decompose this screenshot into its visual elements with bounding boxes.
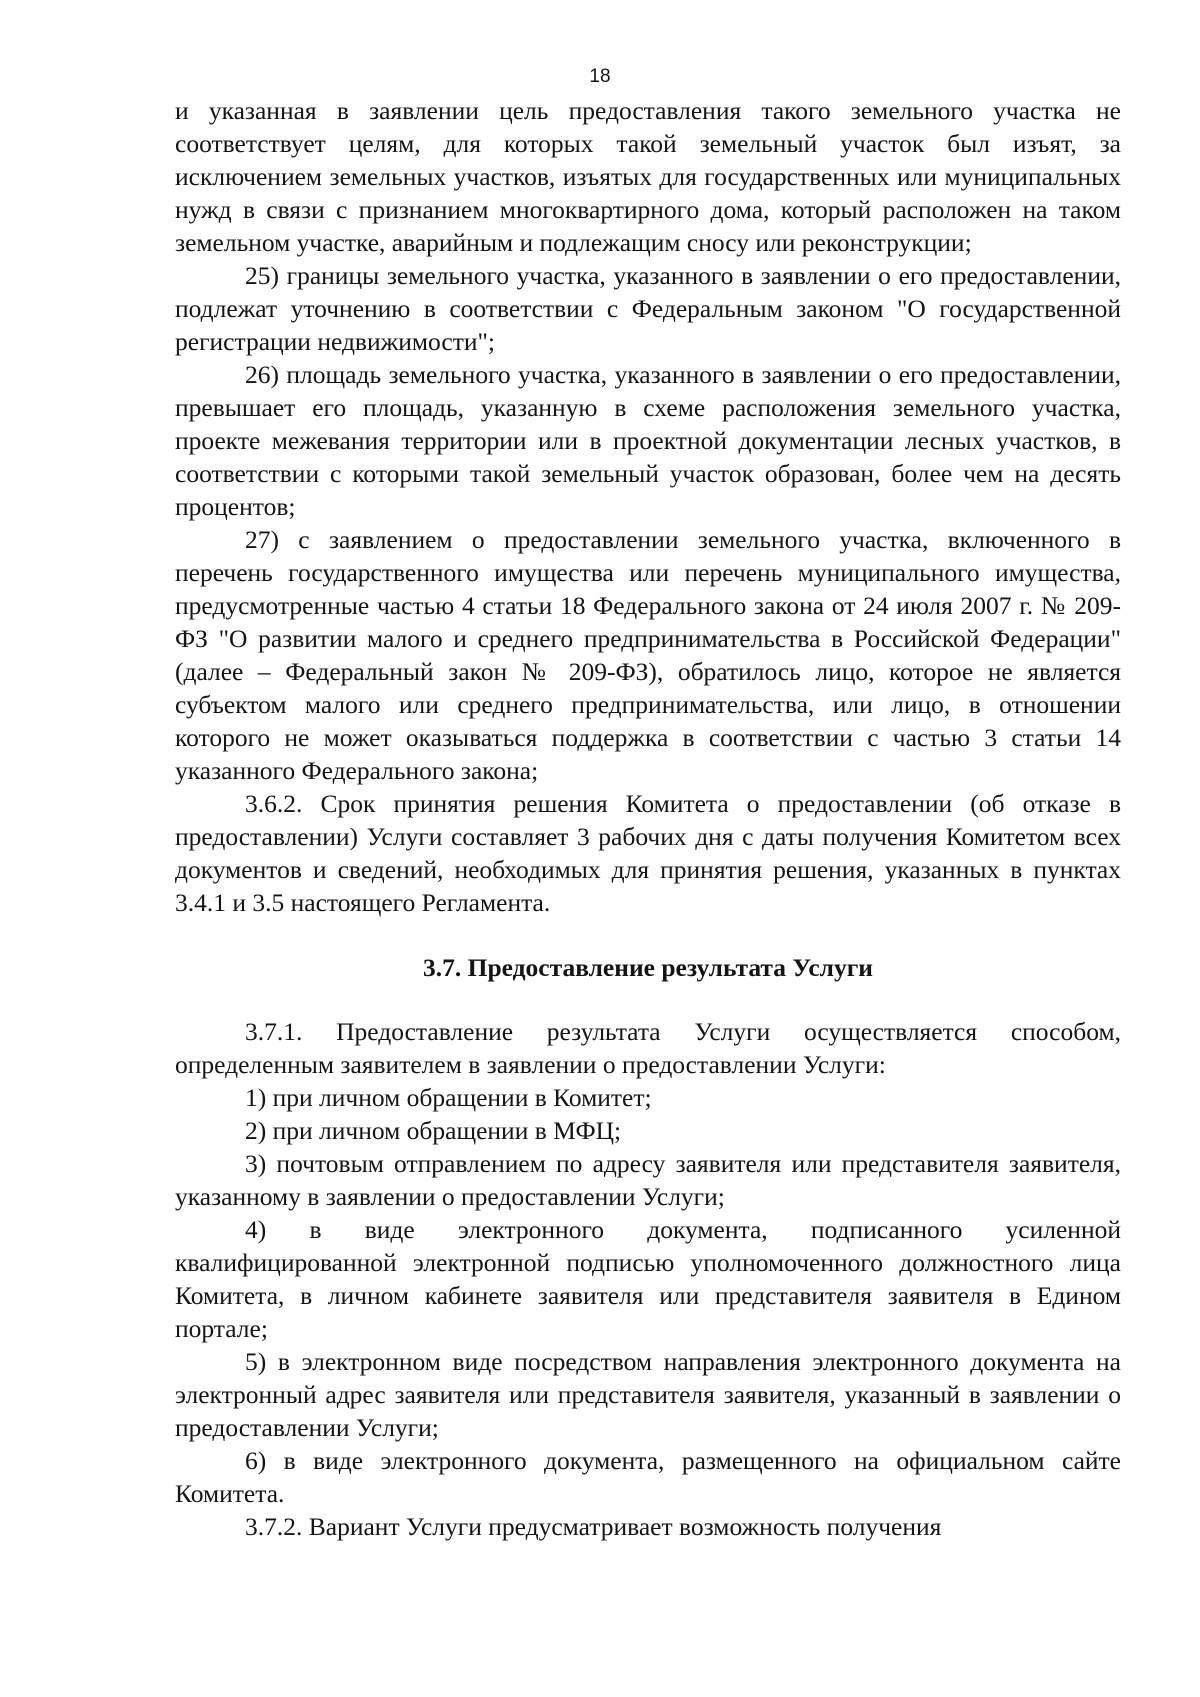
paragraph-item-25: 25) границы земельного участка, указанного в заявлении о его предоставлении, подлежат уточнению в соответствии с Федеральным законом "О государственной регистрации недвижимости"; <box>175 261 1121 356</box>
list-item-2: 2) при личном обращении в МФЦ; <box>245 1116 622 1145</box>
paragraph-item-27: 27) с заявлением о предоставлении земельного участка, включенного в перечень государственного имущества или перечень муниципального имущества, предусмотренные частью 4 статьи 18 Федерального закона от 24 июля 2007 г. № 209-ФЗ "О развитии малого и среднего предпринимательства в Российской Федерации" (далее – Федеральный закон № 209-ФЗ), обратилось лицо, которое не является субъектом малого или среднего предпринимательства, или лицо, в отношении которого не может оказываться поддержка в соответствии с частью 3 статьи 14 указанного Федерального закона; <box>175 525 1121 785</box>
list-item-5: 5) в электронном виде посредством направления электронного документа на электронный адрес заявителя или представителя заявителя, указанный в заявлении о предоставлении Услуги; <box>175 1347 1121 1442</box>
paragraph-3-6-2: 3.6.2. Срок принятия решения Комитета о предоставлении (об отказе в предоставлении) Услуги составляет 3 рабочих дня с даты получения Комитетом всех документов и сведений, необходимых для принятия решения, указанных в пунктах 3.4.1 и 3.5 настоящего Регламента. <box>175 789 1121 917</box>
document-body <box>175 94 1121 1543</box>
list-item-3: 3) почтовым отправлением по адресу заявителя или представителя заявителя, указанному в заявлении о предоставлении Услуги; <box>175 1149 1121 1211</box>
list-item-4: 4) в виде электронного документа, подписанного усиленной квалифицированной электронной подписью уполномоченного должностного лица Комитета, в личном кабинете заявителя или представителя заявителя в Едином портале; <box>175 1215 1121 1343</box>
page-number: 18 <box>589 66 611 87</box>
list-item-1: 1) при личном обращении в Комитет; <box>245 1083 652 1112</box>
list-item-6: 6) в виде электронного документа, размещенного на официальном сайте Комитета. <box>175 1446 1121 1508</box>
paragraph-continuation: и указанная в заявлении цель предоставления такого земельного участка не соответствует целям, для которых такой земельный участок был изъят, за исключением земельных участков, изъятых для государственных или муниципальных нужд в связи с признанием многоквартирного дома, который расположен на таком земельном участке, аварийным и подлежащим сносу или реконструкции; <box>175 96 1121 257</box>
section-heading: 3.7. Предоставление результата Услуги <box>423 953 873 982</box>
paragraph-3-7-1: 3.7.1. Предоставление результата Услуги осуществляется способом, определенным заявителем в заявлении о предоставлении Услуги: <box>175 1017 1121 1079</box>
paragraph-item-26: 26) площадь земельного участка, указанного в заявлении о его предоставлении, превышает его площадь, указанную в схеме расположения земельного участка, проекте межевания территории или в проектной документации лесных участков, в соответствии с которыми такой земельный участок образован, более чем на десять процентов; <box>175 360 1121 521</box>
paragraph-3-7-2: 3.7.2. Вариант Услуги предусматривает возможность получения <box>245 1512 942 1541</box>
